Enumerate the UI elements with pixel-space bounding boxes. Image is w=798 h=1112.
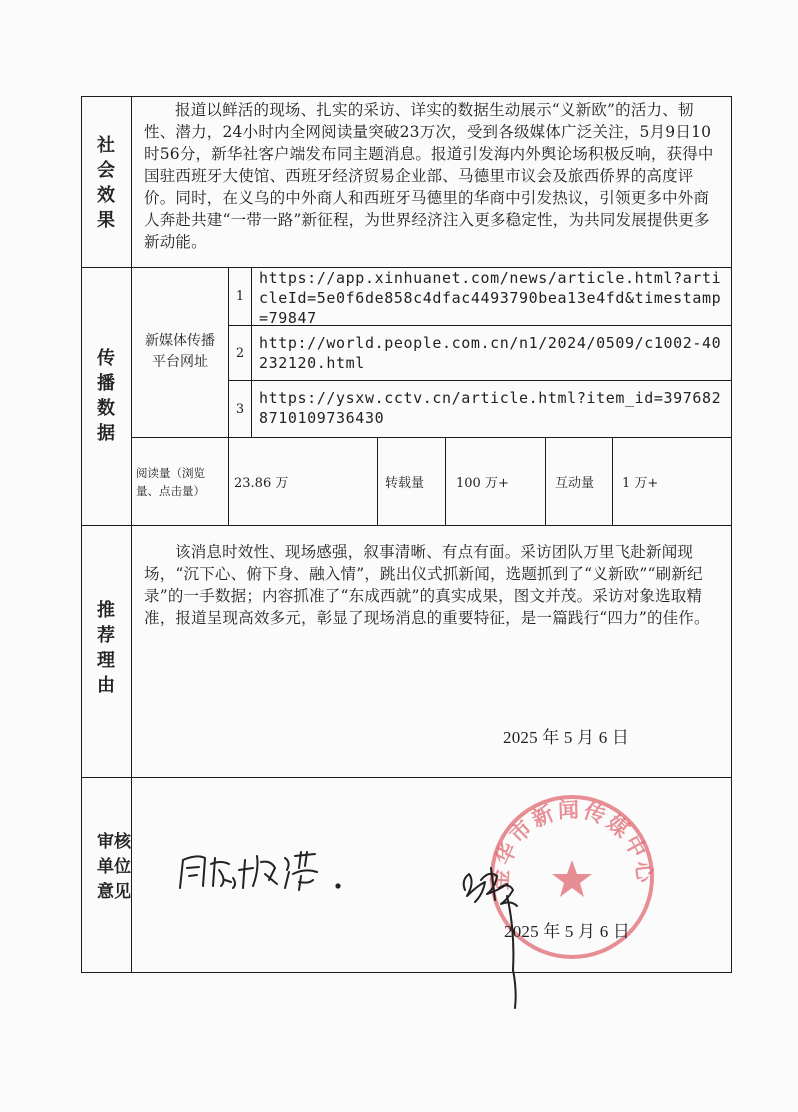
- repost-count-value: 100 万+: [456, 476, 509, 491]
- url-divider: [228, 380, 731, 381]
- recommendation-paragraph: 该消息时效性、现场感强，叙事清晰、有点有面。采访团队万里飞赴新闻现场，“沉下心、俯下身、融入情”，跳出仪式抓新闻，选题抓到了“义新欧”“刷新纪录”的一手数据；内容抓准了“东成西就”的真实成果，图文并茂。采访对象选取精准，报道呈现高效多元，彰显了现场消息的重要特征，是一篇践行“四力”的佳作。: [144, 543, 710, 627]
- url-link[interactable]: http://world.people.com.cn/n1/2024/0509/c1002-40232120.html: [259, 334, 722, 372]
- url-link[interactable]: https://ysxw.cctv.cn/article.html?item_id=3976828710109736430: [259, 389, 722, 427]
- table-border-top: [81, 96, 731, 97]
- row-divider: [81, 525, 731, 526]
- seal-text: 金华市新闻传媒中心: [486, 796, 659, 891]
- stats-column-divider: [545, 437, 546, 525]
- social-effect-text: [144, 99, 724, 253]
- review-date: 2025 年 5 月 6 日: [504, 922, 631, 941]
- url-index: 3: [235, 401, 245, 417]
- index-column-divider: [251, 267, 252, 437]
- interaction-count-label: 互动量: [555, 476, 595, 491]
- social-effect-paragraph: 报道以鲜活的现场、扎实的采访、详实的数据生动展示“义新欧”的活力、韧性、潜力，24小时内全网阅读量突破23万次，受到各级媒体广泛关注，5月9日10时56分，新华社客户端发布同主题消息。报道引发海内外舆论场积极反响，获得中国驻西班牙大使馆、西班牙经济贸易企业部、马德里市议会及旅西侨界的高度评价。同时，在义乌的中外商人和西班牙马德里的华商中引发热议，引领更多中外商人奔赴共建“一带一路”新征程，为世界经济注入更多稳定性，为共同发展提供更多新动能。: [144, 101, 714, 251]
- recommendation-date: 2025 年 5 月 6 日: [503, 728, 630, 747]
- url-index: 2: [235, 345, 245, 361]
- platform-url-label: [135, 268, 225, 436]
- url-index: 1: [235, 289, 245, 304]
- table-border-right: [731, 96, 732, 973]
- recommendation-label: 推荐理由: [97, 600, 115, 696]
- table-border-left: [81, 96, 82, 973]
- review-opinion-label: 审核单位意见: [97, 832, 131, 902]
- interaction-count-value: 1 万+: [622, 476, 659, 491]
- handwritten-opinion: [175, 840, 360, 900]
- table-border-bottom: [81, 972, 731, 973]
- stats-column-divider: [612, 437, 613, 525]
- dissemination-label: 传播数据: [97, 348, 115, 444]
- read-count-label: [136, 438, 226, 525]
- url-link[interactable]: https://app.xinhuanet.com/news/article.html?articleId=5e0f6de858c4dfac4493790bea13e4fd&timestamp=79847: [259, 269, 722, 327]
- row-divider: [81, 777, 731, 778]
- platform-url-label-text: 新媒体传播平台网址: [145, 333, 215, 370]
- read-count-value: 23.86 万: [234, 476, 289, 491]
- repost-count-label: 转载量: [385, 476, 425, 491]
- recommendation-text: [144, 541, 724, 629]
- stats-column-divider: [377, 437, 378, 525]
- read-count-label-text: 阅读量（浏览量、点击量）: [136, 465, 205, 498]
- stats-column-divider: [445, 437, 446, 525]
- social-effect-label: 社会效果: [97, 135, 115, 231]
